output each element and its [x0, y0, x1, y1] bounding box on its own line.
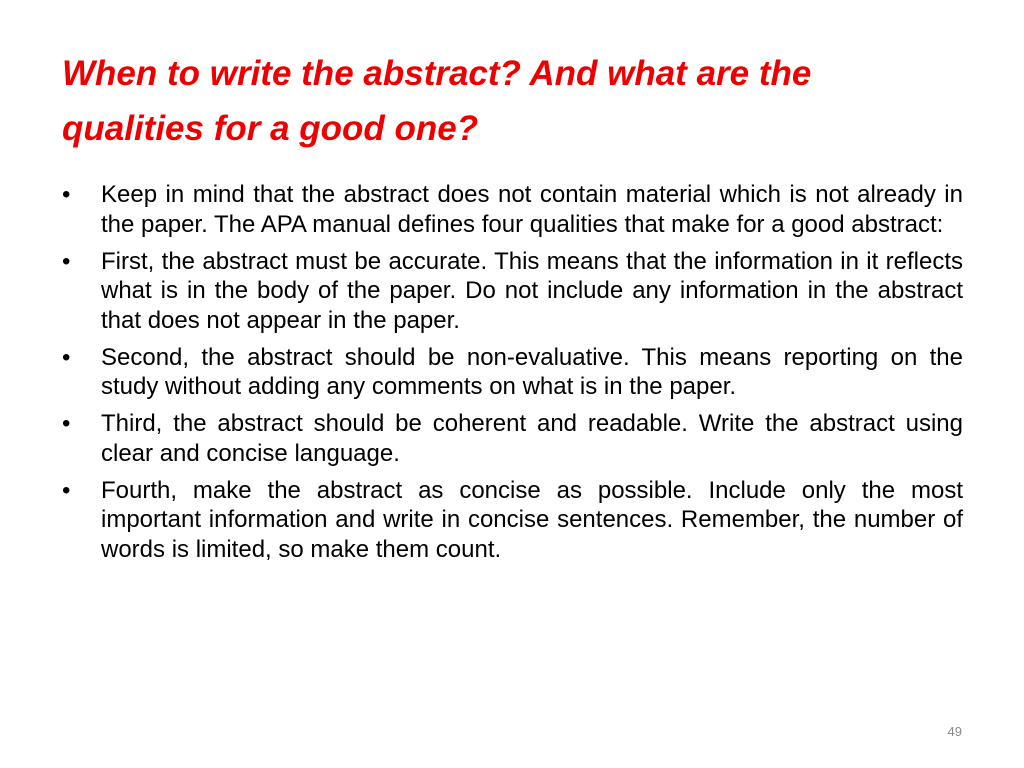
slide-title: When to write the abstract? And what are the qualities for a good one? [62, 54, 812, 148]
page-number: 49 [947, 724, 962, 739]
bullet-text: Keep in mind that the abstract does not contain material which is not already in the paper. The APA manual defines four qualities that make for a good abstract: [101, 181, 963, 238]
bullet-icon: • [62, 247, 71, 275]
bullet-item [62, 180, 963, 239]
bullet-item [62, 247, 963, 336]
bullet-text: Fourth, make the abstract as concise as possible. Include only the most important information and write in concise sentences. Remember, the number of words is limited, so make them count. [101, 476, 963, 563]
bullet-icon: • [62, 343, 71, 371]
bullet-list [62, 180, 963, 572]
bullet-icon: • [62, 181, 71, 208]
bullet-text: Second, the abstract should be non-evaluative. This means reporting on the study without adding any comments on what is in the paper. [101, 343, 963, 400]
bullet-item [62, 409, 963, 468]
bullet-icon: • [62, 410, 71, 437]
bullet-item [62, 343, 963, 402]
bullet-text: First, the abstract must be accurate. This means that the information in it reflects what is in the body of the paper. Do not include any information in the abstract that does not appear in the paper. [101, 247, 963, 334]
bullet-icon: • [62, 476, 71, 504]
bullet-text: Third, the abstract should be coherent and readable. Write the abstract using clear and concise language. [101, 410, 963, 467]
bullet-item [62, 476, 963, 565]
